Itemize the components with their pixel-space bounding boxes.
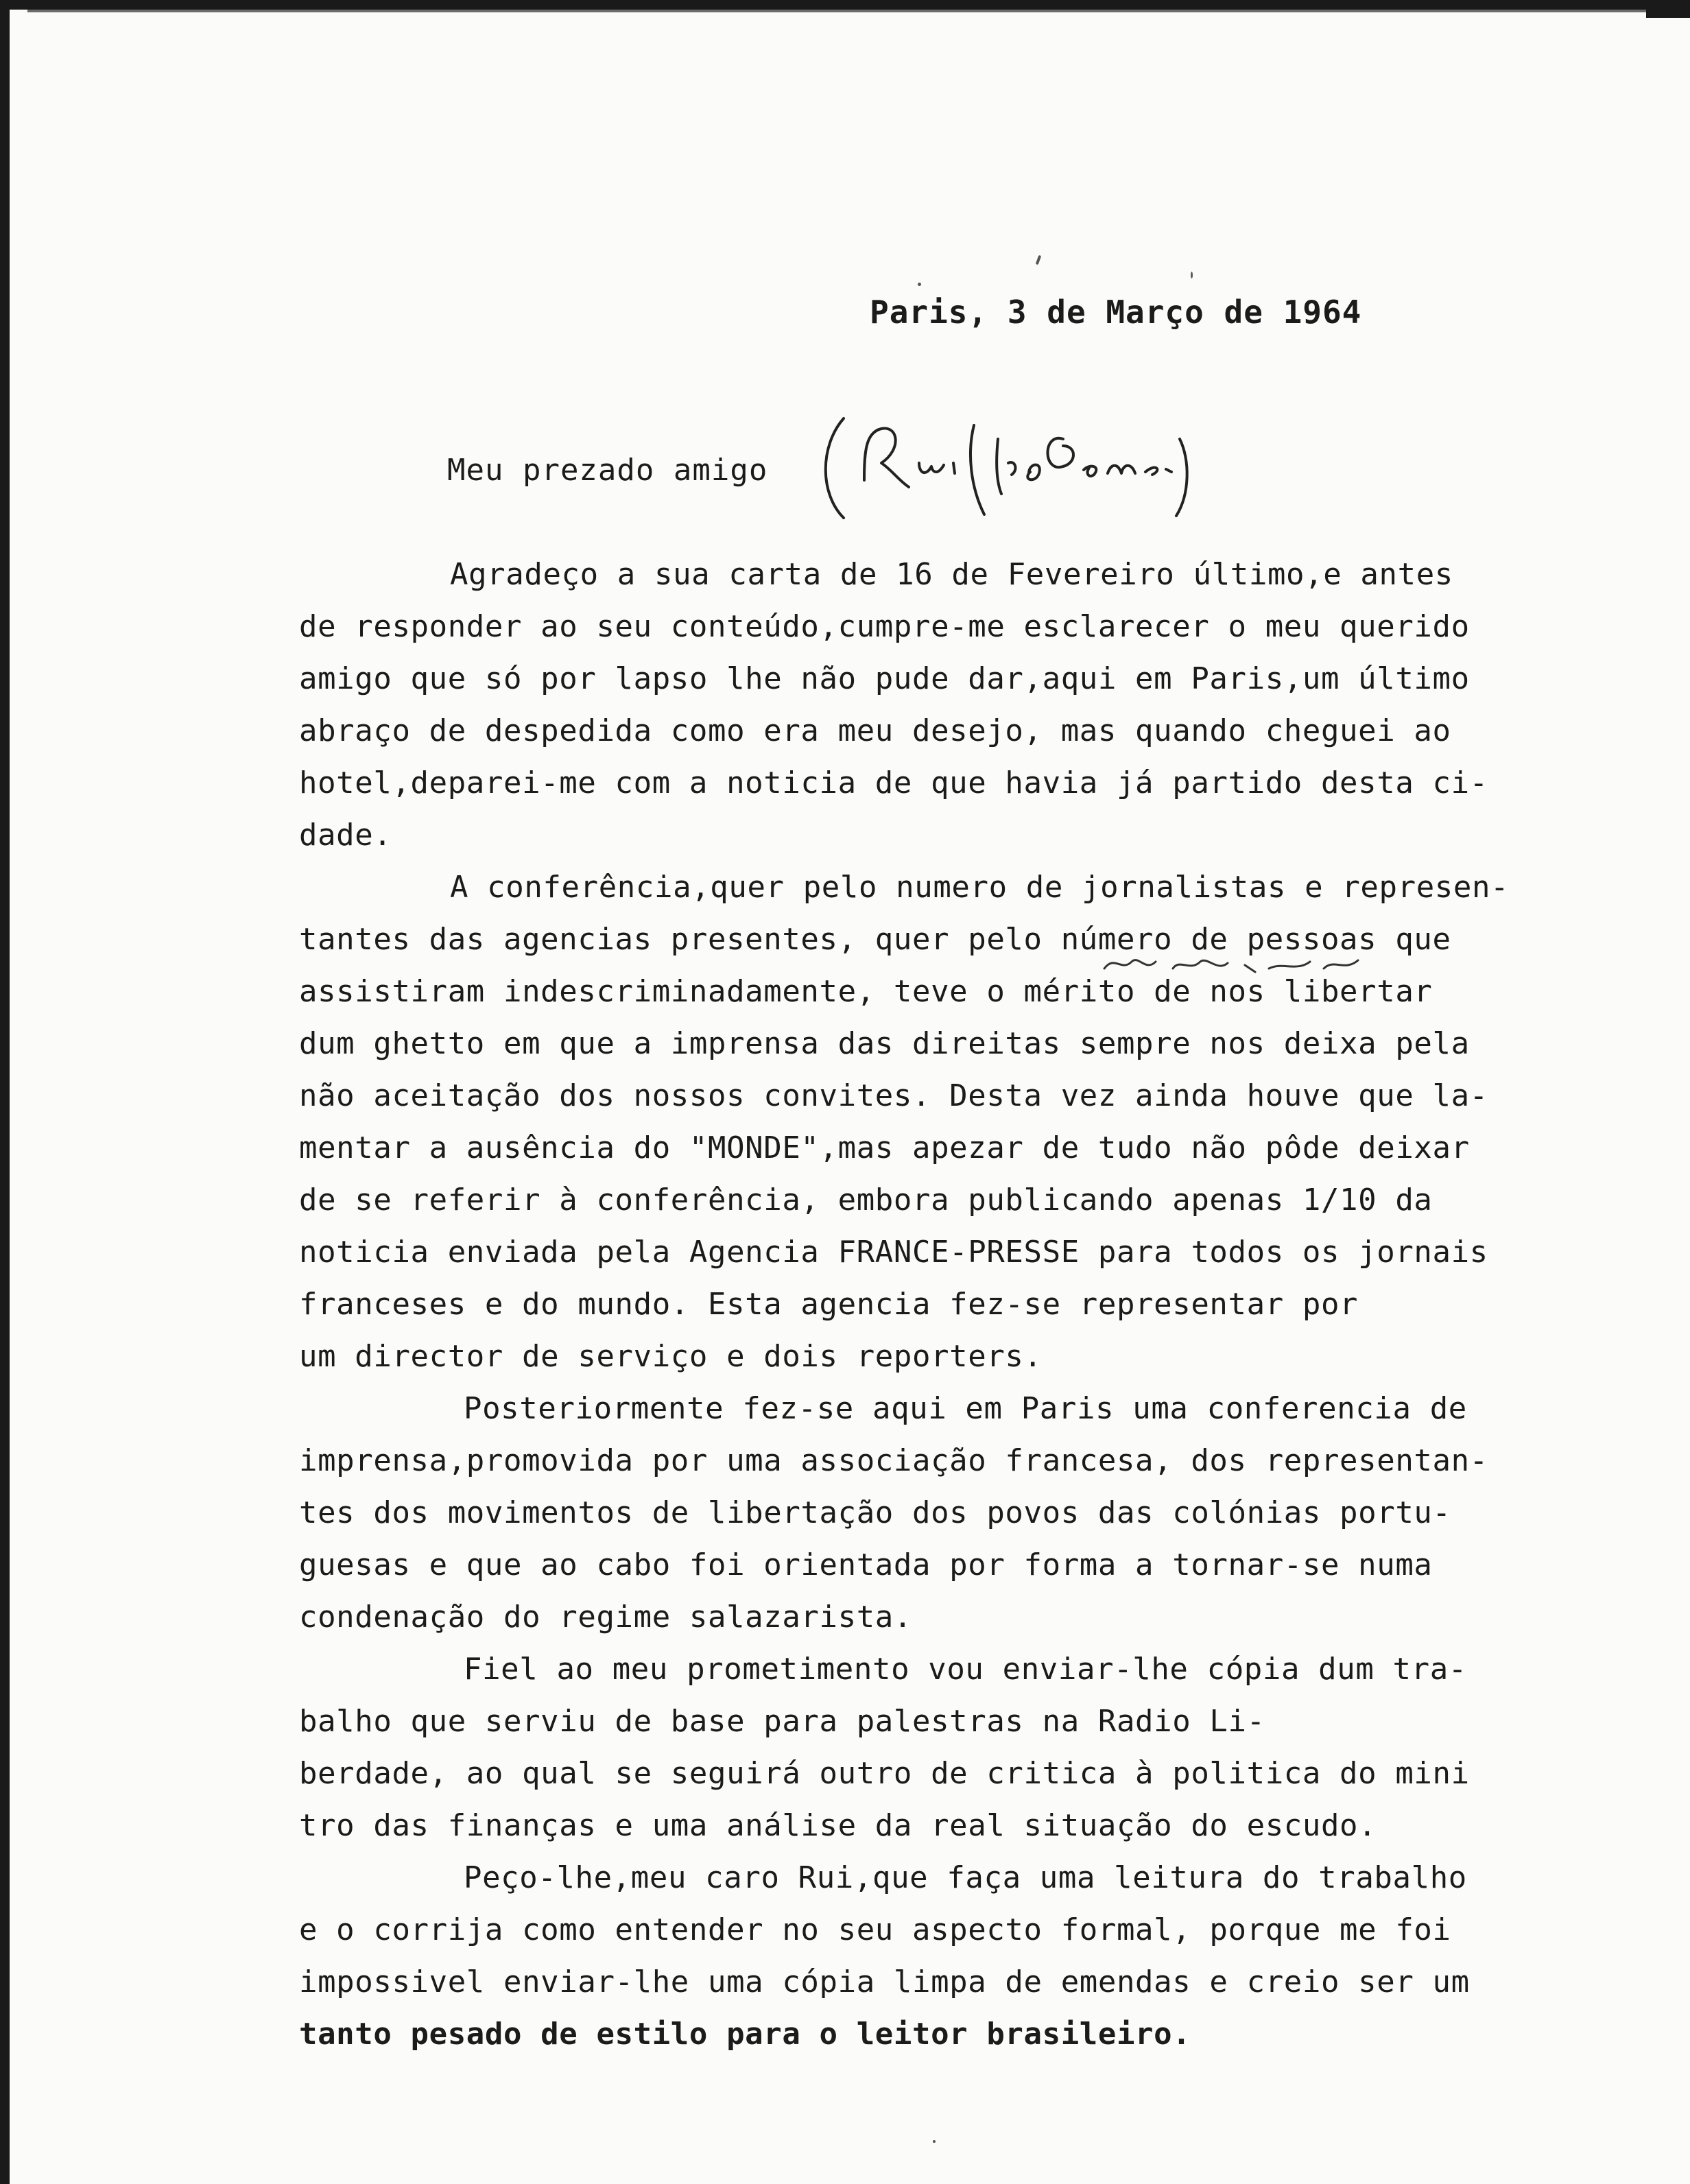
letter-body [299,549,1643,2061]
text-line: dum ghetto em que a imprensa das direitas sempre nos deixa pela [299,1026,1470,1061]
text-line: condenação do regime salazarista. [299,1600,912,1635]
text-line: e o corrija como entender no seu aspecto formal, porque me foi [299,1912,1451,1947]
paragraph [299,1852,1643,2061]
photocopy-top-edge [0,0,1690,10]
paragraph [299,1383,1643,1643]
handwritten-recipient-name [816,398,1200,528]
text-line: não aceitação dos nossos convites. Desta vez ainda houve que la- [299,1078,1488,1113]
text-line: hotel,deparei-me com a noticia de que havia já partido desta ci- [299,765,1488,800]
text-line: noticia enviada pela Agencia FRANCE-PRESSE para todos os jornais [299,1235,1488,1270]
paragraph [299,549,1643,862]
text-line: balho que serviu de base para palestras na Radio Li- [299,1704,1265,1739]
text-line: dade. [299,818,392,853]
text-line: A conferência,quer pelo numero de jornalistas e represen- [450,870,1510,905]
text-line: um director de serviço e dois reporters. [299,1339,1043,1374]
text-line: assistiram indescriminadamente, teve o mérito de nos libertar [299,974,1433,1009]
text-line: berdade, ao qual se seguirá outro de critica à politica do mini [299,1756,1470,1791]
paragraph [299,1643,1643,1852]
photocopy-corner-mark [1646,0,1690,18]
dateline: Paris, 3 de Março de 1964 [870,294,1362,331]
salutation: Meu prezado amigo [447,453,768,488]
text-line: tantes das agencias presentes, quer pelo número de pessoas que [299,922,1451,957]
photocopy-top-shadow [27,10,1646,12]
text-line: tes dos movimentos de libertação dos povos das colónias portu- [299,1495,1451,1530]
text-line: Agradeço a sua carta de 16 de Fevereiro último,e antes [450,557,1453,592]
text-line: impossivel enviar-lhe uma cópia limpa de emendas e creio ser um [299,1965,1470,1999]
text-line: imprensa,promovida por uma associação francesa, dos representan- [299,1443,1488,1478]
text-line: abraço de despedida como era meu desejo, mas quando cheguei ao [299,713,1451,748]
scan-speck [1191,272,1193,278]
text-line: mentar a ausência do "MONDE",mas apezar de tudo não pôde deixar [299,1130,1470,1165]
text-line: guesas e que ao cabo foi orientada por forma a tornar-se numa [299,1547,1433,1582]
text-line: de responder ao seu conteúdo,cumpre-me esclarecer o meu querido [299,609,1470,644]
text-line: Posteriormente fez-se aqui em Paris uma conferencia de [464,1391,1467,1426]
text-line: amigo que só por lapso lhe não pude dar,aqui em Paris,um último [299,661,1470,696]
text-line: tro das finanças e uma análise da real situação do escudo. [299,1808,1377,1843]
text-line: tanto pesado de estilo para o leitor brasileiro. [299,2017,1191,2052]
photocopy-left-edge [0,0,10,2184]
paragraph [299,862,1643,1383]
text-line: Fiel ao meu prometimento vou enviar-lhe cópia dum tra- [464,1652,1467,1687]
scan-speck [933,2140,936,2143]
text-line: de se referir à conferência, embora publicando apenas 1/10 da [299,1183,1433,1218]
text-line: franceses e do mundo. Esta agencia fez-se representar por [299,1287,1359,1322]
scan-speck [918,283,921,286]
scan-speck [1036,255,1042,265]
text-line: Peço-lhe,meu caro Rui,que faça uma leitura do trabalho [464,1860,1467,1895]
